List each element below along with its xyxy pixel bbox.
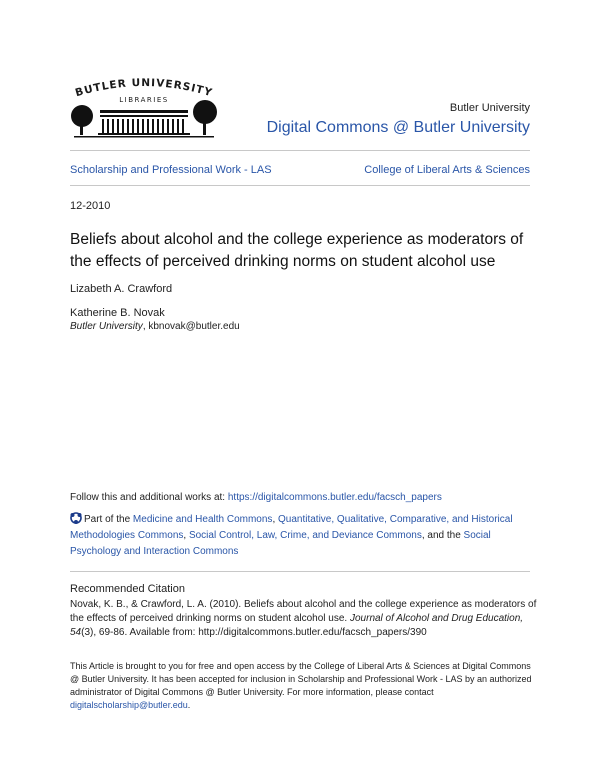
separator: , [272,514,278,525]
separator: , [183,530,189,541]
article-title: Beliefs about alcohol and the college experience as moderators of the effects of perceived drinking norms on student alcohol use [70,231,524,270]
separator: , and the [421,530,464,541]
butler-libraries-logo [70,78,218,140]
access-notice [70,660,535,712]
author-name: Lizabeth A. Crawford [70,283,173,295]
series-link[interactable]: Scholarship and Professional Work - LAS [70,164,272,176]
citation-part: (3), 69-86. Available from: http://digitalcommons.butler.edu/facsch_papers/390 [81,627,427,638]
logo-line1: BUTLER UNIVERSITY [73,78,215,100]
repository-link[interactable]: Digital Commons @ Butler University [266,119,530,136]
part-of-commons [70,512,540,560]
citation-part: Novak, K. B., & Crawford, L. A. (2010). Beliefs about alcohol and the college experience as moderators of the effects of perceived drinking norms on student alcohol use. [70,599,537,624]
contact-email-link[interactable]: digitalscholarship@butler.edu [70,700,188,710]
divider [70,571,530,572]
commons-link[interactable]: Social Psychology and Interaction Commons [70,530,491,557]
network-icon [70,512,82,524]
follow-url-link[interactable]: https://digitalcommons.butler.edu/facsch_papers [227,492,442,503]
notice-end: . [187,700,191,710]
commons-link[interactable]: Quantitative, Qualitative, Comparative, and Historical Methodologies Commons [70,514,513,541]
author-email: , kbnovak@butler.edu [142,321,240,332]
notice-text: This Article is brought to you for free and open access by the College of Liberal Arts & Sciences at Digital Commons @ Butler University. It has been accepted for inclusion in Scholarship and Professional Work - LAS by an authorized administrator of Digital Commons @ Butler University. For more information, please contact [70,661,532,697]
author-name: Katherine B. Novak [70,307,165,319]
commons-link[interactable]: Social Control, Law, Crime, and Deviance Commons [188,530,422,541]
affiliation-name: Butler University [70,321,143,332]
partof-prefix: Part of the [84,514,133,525]
citation-heading: Recommended Citation [70,583,185,595]
divider [70,150,530,151]
citation-text [70,598,540,640]
institution-name: Butler University [449,102,530,114]
commons-link[interactable]: Medicine and Health Commons [132,514,273,525]
citation-journal: Journal of Alcohol and Drug Education, 54 [70,613,524,638]
logo-line2: LIBRARIES [119,96,169,104]
divider [70,185,530,186]
follow-label: Follow this and additional works at: [70,492,228,503]
college-link[interactable]: College of Liberal Arts & Sciences [364,164,530,176]
follow-line [70,492,442,503]
author-affiliation [70,321,240,332]
publication-date: 12-2010 [70,200,111,212]
